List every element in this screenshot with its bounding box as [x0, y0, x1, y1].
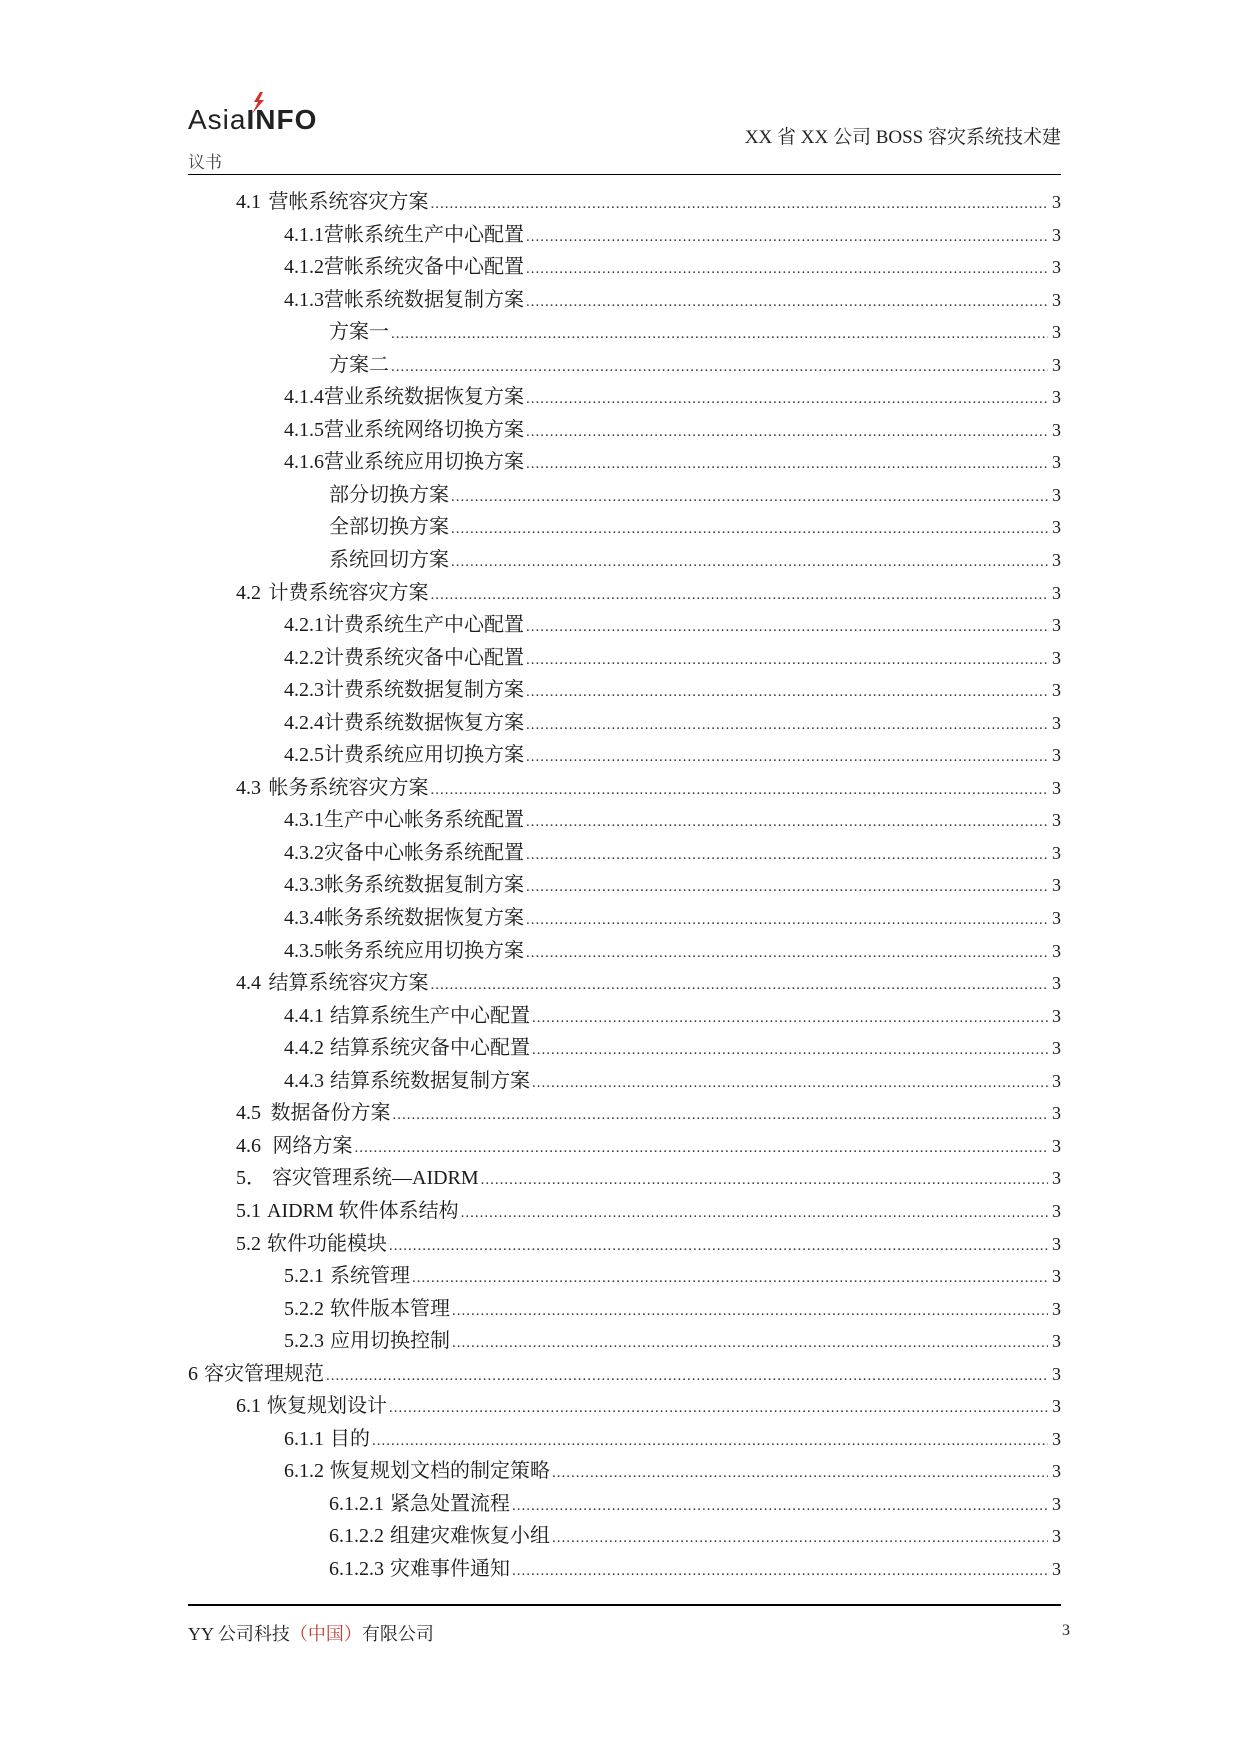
toc-entry-title: 营帐系统灾备中心配置: [324, 256, 524, 279]
toc-entry-page: 3: [1052, 1298, 1061, 1319]
toc-entry-page: 3: [1052, 224, 1061, 245]
toc-entry[interactable]: [188, 1097, 1061, 1130]
toc-entry-number: 4.2.2: [284, 646, 324, 669]
toc-entry-number: 4.4.1: [284, 1004, 324, 1027]
toc-entry-title: 帐务系统数据复制方案: [324, 874, 524, 897]
toc-entry-page: 3: [1052, 322, 1061, 343]
toc-entry-number: 5.2.3: [284, 1330, 324, 1353]
toc-dot-leader: [526, 383, 1048, 416]
toc-entry[interactable]: [188, 772, 1061, 805]
toc-entry-title: 恢复规划设计: [267, 1395, 387, 1418]
toc-entry[interactable]: [188, 1293, 1061, 1326]
toc-entry-number: 4.6: [236, 1134, 261, 1157]
toc-entry-title: 方案二: [329, 353, 389, 376]
toc-entry[interactable]: [188, 219, 1061, 252]
toc-entry-number: 6: [188, 1362, 198, 1385]
toc-entry[interactable]: [188, 511, 1061, 544]
toc-entry[interactable]: [188, 1195, 1061, 1228]
toc-entry[interactable]: [188, 1455, 1061, 1488]
toc-entry-title: 结算系统容灾方案: [268, 972, 429, 995]
toc-dot-leader: [526, 806, 1048, 839]
toc-entry-page: 3: [1052, 615, 1061, 636]
toc-dot-leader: [389, 1392, 1048, 1425]
toc-dot-leader: [512, 1490, 1048, 1523]
toc-entry[interactable]: [188, 544, 1061, 577]
toc-dot-leader: [431, 774, 1049, 807]
toc-dot-leader: [393, 1099, 1049, 1132]
toc-dot-leader: [326, 1360, 1048, 1393]
toc-entry-number: 4.1.3: [284, 288, 324, 311]
toc-entry-page: 3: [1052, 1363, 1061, 1384]
toc-entry-page: 3: [1052, 1103, 1061, 1124]
toc-entry-page: 3: [1052, 1266, 1061, 1287]
toc-entry-number: 4.3.5: [284, 939, 324, 962]
toc-entry-page: 3: [1052, 1168, 1061, 1189]
toc-entry-page: 3: [1052, 940, 1061, 961]
toc-entry-number: 4.2: [236, 581, 261, 604]
toc-entry-page: 3: [1052, 550, 1061, 571]
toc-entry-number: 4.1.2: [284, 256, 324, 279]
toc-entry[interactable]: [188, 446, 1061, 479]
toc-entry-title: 帐务系统应用切换方案: [324, 939, 524, 962]
logo-wordmark: AsiaINFO: [188, 104, 318, 135]
toc-entry-page: 3: [1052, 777, 1061, 798]
toc-entry-title: 帐务系统容灾方案: [268, 776, 429, 799]
toc-entry[interactable]: [188, 1162, 1061, 1195]
toc-entry-page: 3: [1052, 1005, 1061, 1026]
toc-entry-title: 营业系统应用切换方案: [324, 451, 524, 474]
page-header: [188, 92, 1061, 174]
toc-dot-leader: [526, 676, 1048, 709]
toc-entry-number: 5.2.2: [284, 1297, 324, 1320]
toc-dot-leader: [532, 1034, 1048, 1067]
toc-entry-title: 结算系统灾备中心配置: [330, 1037, 530, 1060]
toc-entry-page: 3: [1052, 354, 1061, 375]
toc-entry-page: 3: [1052, 745, 1061, 766]
toc-entry[interactable]: [188, 1520, 1061, 1553]
toc-entry-page: 3: [1052, 1200, 1061, 1221]
toc-entry[interactable]: [188, 1260, 1061, 1293]
toc-entry-page: 3: [1052, 1331, 1061, 1352]
toc-entry-page: 3: [1052, 680, 1061, 701]
toc-entry-title: 容灾管理规范: [204, 1362, 324, 1385]
document-title: XX 省 XX 公司 BOSS 容灾系统技术建: [744, 127, 1061, 148]
toc-entry-title: 软件版本管理: [330, 1297, 450, 1320]
toc-entry-number: 4.1.5: [284, 418, 324, 441]
toc-dot-leader: [372, 1425, 1048, 1458]
toc-entry-title: 营帐系统数据复制方案: [324, 288, 524, 311]
toc-entry-title: 灾备中心帐务系统配置: [324, 841, 524, 864]
toc-entry[interactable]: [188, 251, 1061, 284]
toc-entry[interactable]: [188, 837, 1061, 870]
toc-entry[interactable]: [188, 967, 1061, 1000]
toc-entry-title: 营业系统网络切换方案: [324, 418, 524, 441]
toc-dot-leader: [512, 1555, 1048, 1588]
toc-entry-number: 4.4.3: [284, 1069, 324, 1092]
toc-entry-title: 网络方案: [272, 1134, 353, 1157]
toc-entry[interactable]: [188, 1358, 1061, 1391]
toc-entry-number: 4.4.2: [284, 1037, 324, 1060]
toc-entry-title: 帐务系统数据恢复方案: [324, 907, 524, 930]
toc-entry-title: 目的: [330, 1427, 370, 1450]
toc-dot-leader: [526, 416, 1048, 449]
toc-entry-number: 4.4: [236, 972, 261, 995]
toc-dot-leader: [355, 1132, 1049, 1165]
toc-entry-page: 3: [1052, 1396, 1061, 1417]
toc-entry[interactable]: [188, 902, 1061, 935]
toc-entry-title: 组建灾难恢复小组: [390, 1525, 550, 1548]
toc-entry-number: 4.3.4: [284, 907, 324, 930]
toc-entry[interactable]: [188, 739, 1061, 772]
toc-entry[interactable]: [188, 1032, 1061, 1065]
toc-entry-page: 3: [1052, 257, 1061, 278]
toc-entry-number: 4.3.3: [284, 874, 324, 897]
toc-entry-title: 计费系统生产中心配置: [324, 614, 524, 637]
toc-dot-leader: [526, 937, 1048, 970]
toc-entry[interactable]: [188, 577, 1061, 610]
toc-entry-page: 3: [1052, 908, 1061, 929]
toc-entry[interactable]: [188, 707, 1061, 740]
toc-dot-leader: [389, 1230, 1048, 1263]
toc-entry-title: 容灾管理系统—AIDRM: [272, 1167, 479, 1190]
toc-entry[interactable]: [188, 1488, 1061, 1521]
toc-entry[interactable]: [188, 1553, 1061, 1586]
toc-dot-leader: [526, 253, 1048, 286]
toc-dot-leader: [552, 1522, 1048, 1555]
toc-entry-number: 5．: [236, 1167, 266, 1190]
toc-dot-leader: [526, 904, 1048, 937]
toc-entry-page: 3: [1052, 452, 1061, 473]
company-logo: [188, 104, 328, 144]
toc-entry-number: 4.3.1: [284, 809, 324, 832]
toc-entry[interactable]: [188, 1390, 1061, 1423]
toc-dot-leader: [526, 221, 1048, 254]
toc-entry-title: 软件功能模块: [267, 1232, 387, 1255]
toc-dot-leader: [461, 1197, 1048, 1230]
header-divider: [188, 174, 1061, 175]
toc-entry[interactable]: [188, 414, 1061, 447]
toc-dot-leader: [431, 579, 1049, 612]
logo-flame-icon: [248, 92, 268, 114]
toc-entry-title: 营帐系统生产中心配置: [324, 223, 524, 246]
toc-entry-number: 6.1.2.2: [329, 1525, 384, 1548]
toc-entry[interactable]: [188, 869, 1061, 902]
toc-entry-title: 系统回切方案: [329, 549, 449, 572]
toc-entry-page: 3: [1052, 484, 1061, 505]
toc-entry-title: 方案一: [329, 321, 389, 344]
toc-entry[interactable]: [188, 284, 1061, 317]
toc-dot-leader: [526, 286, 1048, 319]
toc-entry-page: 3: [1052, 647, 1061, 668]
toc-entry[interactable]: [188, 1000, 1061, 1033]
toc-entry-page: 3: [1052, 1428, 1061, 1449]
toc-entry-title: 紧急处置流程: [390, 1492, 510, 1515]
toc-entry-title: 营帐系统容灾方案: [268, 191, 429, 213]
toc-entry-title: 计费系统数据恢复方案: [324, 711, 524, 734]
toc-entry-title: 系统管理: [330, 1265, 410, 1288]
toc-entry-number: 6.1: [236, 1395, 261, 1418]
toc-entry-title: 计费系统容灾方案: [268, 581, 429, 604]
toc-dot-leader: [451, 546, 1048, 579]
toc-entry[interactable]: [188, 349, 1061, 382]
toc-entry-title: 部分切换方案: [329, 483, 449, 506]
toc-entry-number: 6.1.2: [284, 1460, 324, 1483]
toc-entry-page: 3: [1052, 1558, 1061, 1579]
toc-entry[interactable]: [188, 316, 1061, 349]
footer-divider: [188, 1604, 1061, 1606]
toc-entry-number: 5.2: [236, 1232, 261, 1255]
toc-entry-page: 3: [1052, 712, 1061, 733]
toc-entry-page: 3: [1052, 387, 1061, 408]
toc-entry-number: 4.3: [236, 776, 261, 799]
toc-entry-number: 4.1: [236, 191, 261, 213]
toc-entry[interactable]: [188, 642, 1061, 675]
table-of-contents: [188, 186, 1061, 1586]
toc-entry-page: 3: [1052, 1493, 1061, 1514]
toc-entry-number: 4.2.5: [284, 744, 324, 767]
toc-dot-leader: [481, 1164, 1048, 1197]
toc-entry-number: 5.1: [236, 1199, 261, 1222]
toc-entry-page: 3: [1052, 1526, 1061, 1547]
toc-entry-number: 4.1.6: [284, 451, 324, 474]
toc-entry-page: 3: [1052, 1135, 1061, 1156]
toc-entry-title: 计费系统数据复制方案: [324, 679, 524, 702]
toc-entry-number: 4.2.3: [284, 679, 324, 702]
toc-dot-leader: [431, 969, 1049, 1002]
toc-entry-title: 计费系统灾备中心配置: [324, 646, 524, 669]
toc-entry-number: 6.1.2.1: [329, 1492, 384, 1515]
footer-company: YY 公司科技（中国）有限公司: [188, 1624, 434, 1644]
toc-dot-leader: [552, 1457, 1048, 1490]
toc-entry-page: 3: [1052, 842, 1061, 863]
toc-entry-title: 营业系统数据恢复方案: [324, 386, 524, 409]
toc-entry-title: 全部切换方案: [329, 516, 449, 539]
toc-dot-leader: [532, 1067, 1048, 1100]
toc-entry-number: 5.2.1: [284, 1265, 324, 1288]
toc-dot-leader: [452, 1327, 1048, 1360]
toc-entry[interactable]: [188, 186, 1061, 219]
toc-dot-leader: [526, 741, 1048, 774]
toc-entry-title: 应用切换控制: [330, 1330, 450, 1353]
toc-entry-number: 4.2.1: [284, 614, 324, 637]
toc-dot-leader: [526, 644, 1048, 677]
toc-entry-title: 结算系统生产中心配置: [330, 1004, 530, 1027]
toc-entry-number: 4.3.2: [284, 841, 324, 864]
toc-dot-leader: [452, 1295, 1048, 1328]
toc-entry[interactable]: [188, 674, 1061, 707]
toc-entry[interactable]: [188, 1228, 1061, 1261]
toc-dot-leader: [431, 188, 1049, 221]
toc-entry[interactable]: [188, 804, 1061, 837]
toc-entry-number: 6.1.2.3: [329, 1557, 384, 1580]
toc-entry-page: 3: [1052, 1461, 1061, 1482]
toc-entry-page: 3: [1052, 810, 1061, 831]
toc-entry-number: 6.1.1: [284, 1427, 324, 1450]
toc-dot-leader: [526, 448, 1048, 481]
toc-entry-page: 3: [1052, 1070, 1061, 1091]
toc-entry-title: 计费系统应用切换方案: [324, 744, 524, 767]
toc-entry-page: 3: [1052, 192, 1061, 212]
toc-entry-page: 3: [1052, 973, 1061, 994]
toc-entry[interactable]: [188, 1325, 1061, 1358]
toc-entry[interactable]: [188, 1130, 1061, 1163]
toc-dot-leader: [451, 481, 1048, 514]
toc-entry-title: 结算系统数据复制方案: [330, 1069, 530, 1092]
toc-entry-page: 3: [1052, 1038, 1061, 1059]
toc-entry-number: 4.1.1: [284, 223, 324, 246]
toc-dot-leader: [532, 1002, 1048, 1035]
toc-entry-page: 3: [1052, 875, 1061, 896]
toc-entry-number: 4.1.4: [284, 386, 324, 409]
toc-dot-leader: [526, 871, 1048, 904]
toc-entry[interactable]: [188, 1065, 1061, 1098]
toc-entry-number: 4.5: [236, 1102, 261, 1125]
toc-dot-leader: [451, 513, 1048, 546]
toc-dot-leader: [526, 839, 1048, 872]
toc-entry-page: 3: [1052, 582, 1061, 603]
toc-entry-title: 生产中心帐务系统配置: [324, 809, 524, 832]
document-title-continuation: 议书: [188, 153, 222, 172]
toc-dot-leader: [526, 709, 1048, 742]
toc-entry-page: 3: [1052, 1233, 1061, 1254]
toc-entry[interactable]: [188, 381, 1061, 414]
toc-entry-title: 恢复规划文档的制定策略: [330, 1460, 550, 1483]
toc-entry[interactable]: [188, 479, 1061, 512]
toc-entry-title: 数据备份方案: [270, 1102, 391, 1125]
toc-dot-leader: [391, 351, 1048, 384]
toc-entry-title: 灾难事件通知: [390, 1557, 510, 1580]
toc-dot-leader: [391, 318, 1048, 351]
toc-entry[interactable]: [188, 609, 1061, 642]
toc-dot-leader: [526, 611, 1048, 644]
footer-page-number: 3: [1062, 1622, 1070, 1639]
toc-entry-page: 3: [1052, 419, 1061, 440]
toc-entry-page: 3: [1052, 517, 1061, 538]
toc-entry-number: 4.2.4: [284, 711, 324, 734]
toc-entry-title: AIDRM 软件体系结构: [267, 1199, 459, 1222]
toc-dot-leader: [412, 1262, 1048, 1295]
toc-entry[interactable]: [188, 935, 1061, 968]
toc-entry-page: 3: [1052, 289, 1061, 310]
toc-entry[interactable]: [188, 1423, 1061, 1456]
